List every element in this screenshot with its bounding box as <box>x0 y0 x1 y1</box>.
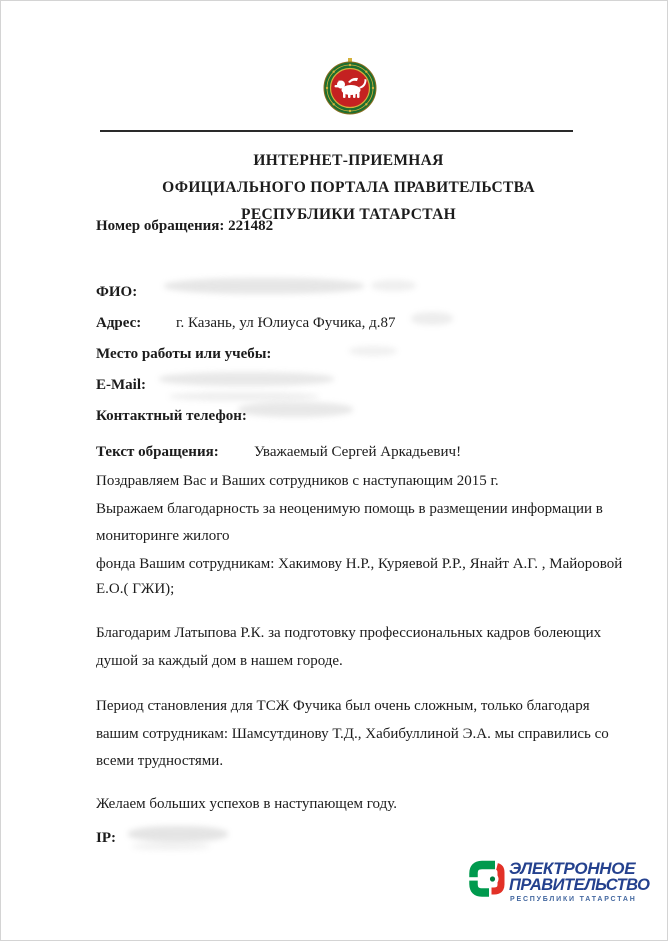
redacted-email-value-2 <box>169 392 319 401</box>
request-number: Номер обращения: 221482 <box>96 218 274 234</box>
letterhead-title-line1: ИНТЕРНЕТ-ПРИЕМНАЯ <box>253 152 444 169</box>
letterhead-title-line3: РЕСПУБЛИКИ ТАТАРСТАН <box>241 206 456 223</box>
redacted-phone-value <box>238 402 353 417</box>
phone-label: Контактный телефон: <box>96 408 247 424</box>
redacted-fio-value-tail <box>371 280 416 291</box>
header-rule <box>100 130 573 132</box>
message-line: фонда Вашим сотрудникам: Хакимову Н.Р., Куряевой Р.Р., Янайт А.Г. , Майоровой <box>96 556 623 572</box>
address-label: Адрес: <box>96 315 142 331</box>
message-label: Текст обращения: <box>96 444 219 460</box>
egov-logo-title-line3: РЕСПУБЛИКИ ТАТАРСТАН <box>510 896 637 903</box>
message-line: всеми трудностями. <box>96 753 224 769</box>
message-line: Период становления для ТСЖ Фучика был очень сложным, только благодаря <box>96 698 590 714</box>
redacted-fio-value <box>164 278 364 294</box>
workplace-label: Место работы или учебы: <box>96 346 272 362</box>
message-line: вашим сотрудникам: Шамсутдинову Т.Д., Хабибуллиной Э.А. мы справились со <box>96 726 609 742</box>
egov-logo-title-line1: ЭЛЕКТРОННОЕ <box>509 859 636 878</box>
letterhead-title-line2: ОФИЦИАЛЬНОГО ПОРТАЛА ПРАВИТЕЛЬСТВА <box>162 179 535 196</box>
message-line: Выражаем благодарность за неоценимую помощь в размещении информации в <box>96 501 603 517</box>
ip-label: IP: <box>96 830 116 846</box>
tatarstan-coat-of-arms-icon <box>322 57 378 115</box>
redacted-ip-value <box>128 826 228 842</box>
message-line: Благодарим Латыпова Р.К. за подготовку профессиональных кадров болеющих <box>96 625 602 641</box>
message-line: мониторинге жилого <box>96 528 230 544</box>
redacted-address-tail <box>411 312 453 325</box>
address-value: г. Казань, ул Юлиуса Фучика, д.87 <box>176 315 396 331</box>
email-label: E-Mail: <box>96 377 146 393</box>
redacted-ip-value-2 <box>132 843 210 850</box>
fio-label: ФИО: <box>96 284 138 300</box>
message-line: Поздравляем Вас и Ваших сотрудников с наступающим 2015 г. <box>96 473 499 489</box>
redacted-email-value <box>159 372 334 386</box>
message-line: Е.О.( ГЖИ); <box>96 581 175 597</box>
message-line: Желаем больших успехов в наступающем году. <box>96 796 397 812</box>
redacted-workplace-value <box>349 346 397 356</box>
message-salutation: Уважаемый Сергей Аркадьевич! <box>254 444 462 460</box>
egov-logo <box>469 858 650 908</box>
message-line: душой за каждый дом в нашем городе. <box>96 653 343 669</box>
egov-logo-title-line2: ПРАВИТЕЛЬСТВО <box>509 876 650 894</box>
egov-logo-icon <box>469 860 505 898</box>
